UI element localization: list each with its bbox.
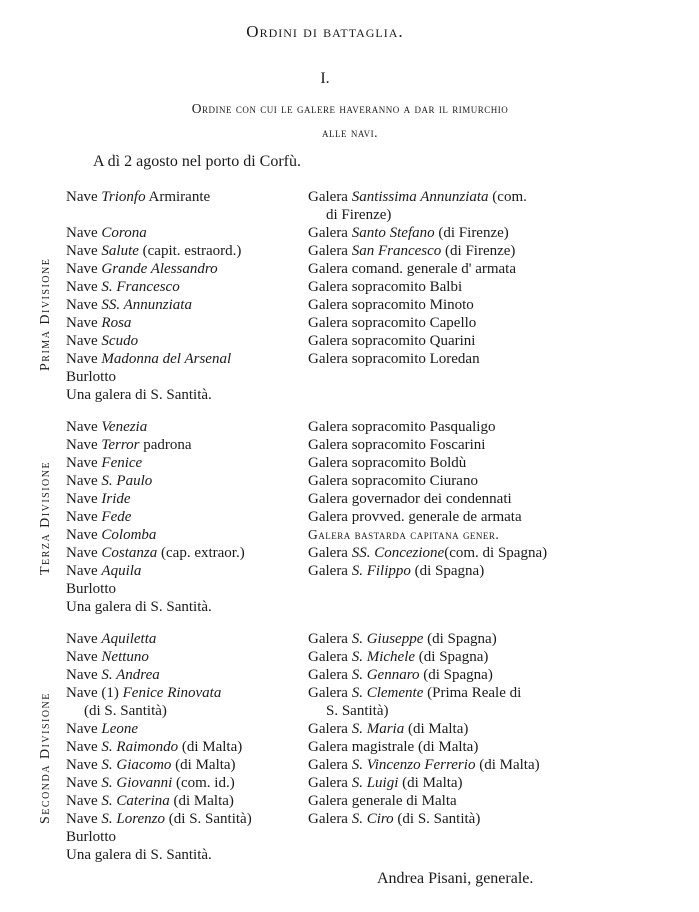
table-row: [0, 350, 699, 368]
table-row: [0, 368, 699, 386]
galley-entry: Galera governador dei condennati: [308, 491, 512, 507]
ship-entry: Una galera di S. Santità.: [66, 847, 212, 863]
table-row: [0, 756, 699, 774]
division-label: Seconda Divisione: [38, 692, 53, 824]
table-row: [0, 562, 699, 580]
heading-line-2: alle navi.: [321, 125, 379, 140]
ship-entry: Nave Nettuno: [66, 649, 149, 665]
table-row: [0, 544, 699, 562]
heading-line-1: Ordine con cui le galere haveranno a dar il rimurchio: [191, 101, 509, 116]
ship-entry: Nave Fenice: [66, 455, 143, 471]
table-row: [0, 260, 699, 278]
table-row: [0, 630, 699, 648]
ship-entry: Una galera di S. Santità.: [66, 599, 212, 615]
ship-entry: Nave S. Caterina (di Malta): [66, 793, 234, 809]
galley-entry: Galera S. Maria (di Malta): [308, 721, 469, 737]
ship-entry: Nave S. Giovanni (com. id.): [66, 775, 235, 791]
table-row: [0, 278, 699, 296]
table-row: [0, 332, 699, 350]
ship-entry: Nave SS. Annunziata: [66, 297, 192, 313]
ship-entry: Burlotto: [66, 369, 117, 385]
table-row: [0, 472, 699, 490]
galley-entry: Galera S. Vincenzo Ferrerio (di Malta): [308, 757, 540, 773]
ship-entry: Nave S. Raimondo (di Malta): [66, 739, 243, 755]
ship-entry: Nave S. Andrea: [66, 667, 160, 683]
galley-entry: Galera S. Filippo (di Spagna): [308, 563, 485, 579]
table-row: [0, 684, 699, 720]
galley-entry: Galera S. Giuseppe (di Spagna): [308, 631, 497, 647]
table-row: [0, 454, 699, 472]
division-prima: [0, 224, 699, 404]
ship-entry: Nave Costanza (cap. extraor.): [66, 545, 245, 561]
ship-entry: Nave Leone: [66, 721, 139, 737]
flagship-ship: Nave Trionfo Armirante: [66, 189, 211, 205]
table-row: [0, 490, 699, 508]
galley-entry: Galera S. Luigi (di Malta): [308, 775, 463, 791]
flagship-row: [0, 188, 699, 224]
galley-entry: Galera sopracomito Balbi: [308, 279, 463, 295]
ship-entry: Nave (1) Fenice Rinovata (di S. Santità): [66, 685, 222, 719]
galley-entry: Galera sopracomito Quarini: [308, 333, 476, 349]
table-row: [0, 242, 699, 260]
table-row: [0, 720, 699, 738]
table-row: [0, 598, 699, 616]
table-row: [0, 386, 699, 404]
table-row: [0, 314, 699, 332]
table-row: [0, 666, 699, 684]
ship-entry: Nave Terror padrona: [66, 437, 192, 453]
division-seconda: [0, 630, 699, 864]
galley-entry: Galera SS. Concezione(com. di Spagna): [308, 545, 548, 561]
galley-entry: Galera sopracomito Ciurano: [308, 473, 478, 489]
galley-entry: Galera sopracomito Pasqualigo: [308, 419, 496, 435]
ship-entry: Nave Venezia: [66, 419, 148, 435]
table-row: [0, 224, 699, 242]
table-row: [0, 792, 699, 810]
table-row: [0, 648, 699, 666]
ship-entry: Nave Madonna del Arsenal: [66, 351, 232, 367]
galley-entry: Galera S. Michele (di Spagna): [308, 649, 489, 665]
ship-entry: Burlotto: [66, 829, 117, 845]
galley-entry: Galera sopracomito Loredan: [308, 351, 480, 367]
galley-entry: Galera magistrale (di Malta): [308, 739, 479, 755]
galley-entry: Galera S. Gennaro (di Spagna): [308, 667, 493, 683]
section-number: I.: [320, 70, 330, 87]
flagship-block: [0, 188, 699, 224]
ship-entry: Nave Corona: [66, 225, 147, 241]
table-row: [0, 810, 699, 828]
ship-entry: Nave Aquiletta: [66, 631, 157, 647]
table-row: [0, 526, 699, 544]
table-row: [0, 846, 699, 864]
ship-entry: Nave Grande Alessandro: [66, 261, 218, 277]
ship-entry: Nave S. Francesco: [66, 279, 180, 295]
galley-entry: Galera sopracomito Capello: [308, 315, 477, 331]
galley-entry: Galera bastarda capitana gener.: [308, 527, 500, 542]
table-row: [0, 774, 699, 792]
ship-entry: Nave Rosa: [66, 315, 132, 331]
ship-entry: Nave Scudo: [66, 333, 139, 349]
galley-entry: Galera comand. generale d' armata: [308, 261, 517, 277]
ship-entry: Nave S. Lorenzo (di S. Santità): [66, 811, 252, 827]
table-row: [0, 508, 699, 526]
galley-entry: Galera S. Clemente (Prima Reale di S. Santità): [308, 685, 522, 719]
ship-entry: Nave S. Paulo: [66, 473, 153, 489]
section-heading: [60, 97, 640, 145]
galley-entry: Galera sopracomito Minoto: [308, 297, 474, 313]
table-row: [0, 296, 699, 314]
table-row: [0, 828, 699, 846]
signature: Andrea Pisani, generale.: [377, 870, 534, 887]
ship-entry: Nave Fede: [66, 509, 132, 525]
ship-entry: Nave Aquila: [66, 563, 142, 579]
galley-entry: Galera generale di Malta: [308, 793, 457, 809]
division-label: Prima Divisione: [38, 257, 53, 371]
dateline: A dì 2 agosto nel porto di Corfù.: [93, 153, 301, 170]
ship-entry: Nave Salute (capit. estraord.): [66, 243, 242, 259]
galley-entry: Galera San Francesco (di Firenze): [308, 243, 516, 259]
galley-entry: Galera provved. generale de armata: [308, 509, 522, 525]
ship-entry: Burlotto: [66, 581, 117, 597]
galley-entry: Galera S. Ciro (di S. Santità): [308, 811, 481, 827]
galley-entry: Galera sopracomito Foscarini: [308, 437, 486, 453]
table-row: [0, 738, 699, 756]
division-terza: [0, 418, 699, 616]
galley-entry: Galera Santo Stefano (di Firenze): [308, 225, 509, 241]
flagship-galley: Galera Santissima Annunziata (com. di Firenze): [308, 189, 527, 223]
ship-entry: Una galera di S. Santità.: [66, 387, 212, 403]
ship-entry: Nave S. Giacomo (di Malta): [66, 757, 236, 773]
table-row: [0, 436, 699, 454]
table-row: [0, 580, 699, 598]
ship-entry: Nave Colomba: [66, 527, 157, 543]
division-label: Terza Divisione: [38, 460, 53, 576]
ship-entry: Nave Iride: [66, 491, 131, 507]
page-title: Ordini di battaglia.: [246, 22, 404, 41]
table-row: [0, 418, 699, 436]
galley-entry: Galera sopracomito Boldù: [308, 455, 467, 471]
